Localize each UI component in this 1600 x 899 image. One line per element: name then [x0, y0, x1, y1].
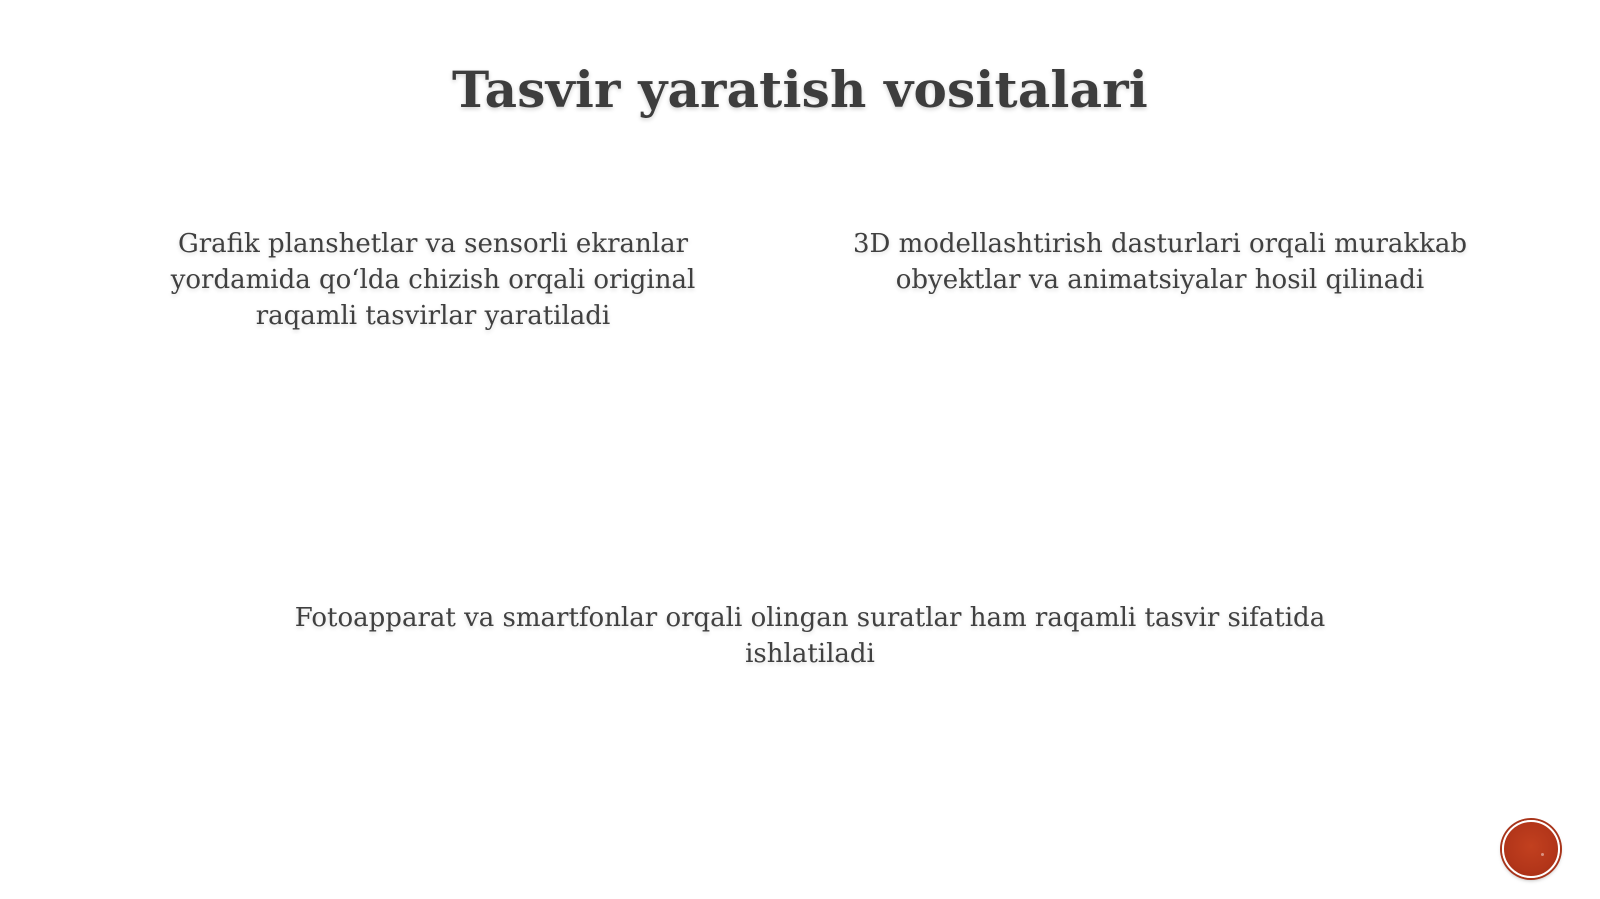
text-block-tablets: Grafik planshetlar va sensorli ekranlar yordamida qoʻlda chizish orqali original raqamli tasvirlar yaratiladi	[170, 229, 696, 331]
text-block-photography: Fotoapparat va smartfonlar orqali olingan suratlar ham raqamli tasvir sifatida ishlatiladi	[294, 603, 1326, 669]
slide-title: Tasvir yaratish vositalari	[452, 60, 1148, 119]
red-circle-nav-icon[interactable]	[1502, 820, 1560, 878]
nav-button-highlight	[1541, 853, 1544, 856]
text-block-3d-modeling: 3D modellashtirish dasturlari orqali murakkab obyektlar va animatsiyalar hosil qilinadi	[852, 229, 1468, 295]
